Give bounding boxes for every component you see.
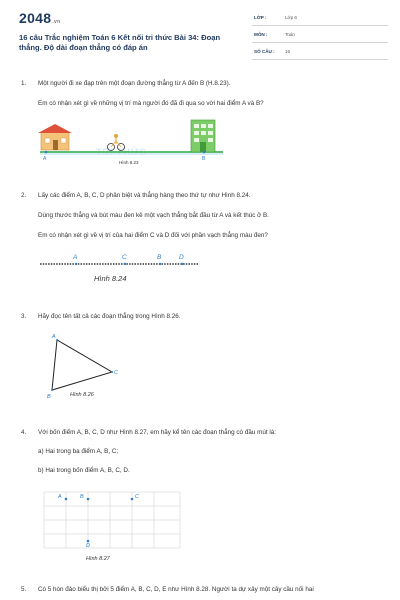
question-text: Có 5 hòn đảo biểu thị bởi 5 điểm A, B, C, D, E như Hình 8.28. Người ta dự xây một cây cầu nối hai [38,586,314,593]
question-text: a) Hai trong ba điểm A, B, C; [38,448,119,455]
label-b: B [157,254,162,261]
point-b [159,263,161,265]
label-a: A [58,494,62,500]
house-icon [38,124,72,150]
label-a: A [73,254,78,261]
figure-caption: Hình 8.24 [94,274,127,283]
meta-row-count: SỐ CÂU : 16 [252,47,388,60]
question-number: 2. [21,192,27,199]
question-text: Một người đi xe đạp trên một đoạn đường thẳng từ A đến B (H.8.23). [38,80,231,87]
point-b [87,498,90,501]
label-c: C [114,370,118,376]
meta-row-subject: MÔN : Toán [252,30,388,43]
question-text: Hãy đọc tên tất cả các đoạn thẳng trong Hình 8.26. [38,313,181,320]
triangle-abc [52,340,112,390]
figure-8-23 [38,118,228,168]
figure-8-27 [42,486,182,568]
point-c [111,371,113,373]
question-number: 5. [21,586,27,593]
point-a [75,263,77,265]
label-c: C [122,254,127,261]
question-text: Em có nhận xét gì về những vị trí mà người đó đã đi qua so với hai điểm A và B? [38,100,264,107]
question-number: 4. [21,429,27,436]
question-number: 3. [21,313,27,320]
label-d: D [179,254,184,261]
question-text: b) Hai trong bốn điểm A, B, C, D. [38,467,130,474]
page-title: 16 câu Trắc nghiệm Toán 6 Kết nối tri thức Bài 34: Đoạn thẳng. Độ dài đoạn thẳng có đáp án [19,33,221,53]
figure-caption: Hình 8.26 [70,392,94,398]
point-c [124,263,126,265]
point-a [56,339,58,341]
question-text: Dùng thước thẳng và bút màu đen kẻ một vạch thẳng bắt đầu từ A và kết thúc ở B. [38,212,269,219]
point-b [51,389,53,391]
question-number: 1. [21,80,27,87]
label-b: B [47,394,51,400]
grid [44,492,180,548]
point-d [87,540,90,543]
label-a: A [43,156,47,162]
point-d [181,263,183,265]
label-a: A [52,334,56,340]
question-text: Em có nhận xét gì về vị trí của hai điểm C và D đối với phần vạch thẳng màu đen? [38,232,268,239]
question-text: Lấy các điểm A, B, C, D phân biệt và thẳng hàng theo thứ tự như Hình 8.24. [38,192,251,199]
label-b: B [80,494,84,500]
question-text: Với bốn điểm A, B, C, D như Hình 8.27, em hãy kể tên các đoạn thẳng có đầu mút là: [38,429,276,436]
point-a [45,151,48,154]
watermark: TRI THỨC [96,147,147,157]
figure-8-26 [42,330,132,402]
label-c: C [135,494,139,500]
point-c [131,498,134,501]
figure-caption: Hình 8.23 [119,160,139,165]
meta-row-class: LỚP : Lớp 6 [252,13,388,26]
point-a [65,498,68,501]
point-b [203,151,206,154]
building-icon [191,120,215,152]
label-b: B [202,156,206,162]
figure-8-24 [38,248,213,288]
site-logo[interactable]: 2048.vn [19,10,61,26]
label-d: D [86,543,90,549]
figure-caption: Hình 8.27 [86,556,110,562]
